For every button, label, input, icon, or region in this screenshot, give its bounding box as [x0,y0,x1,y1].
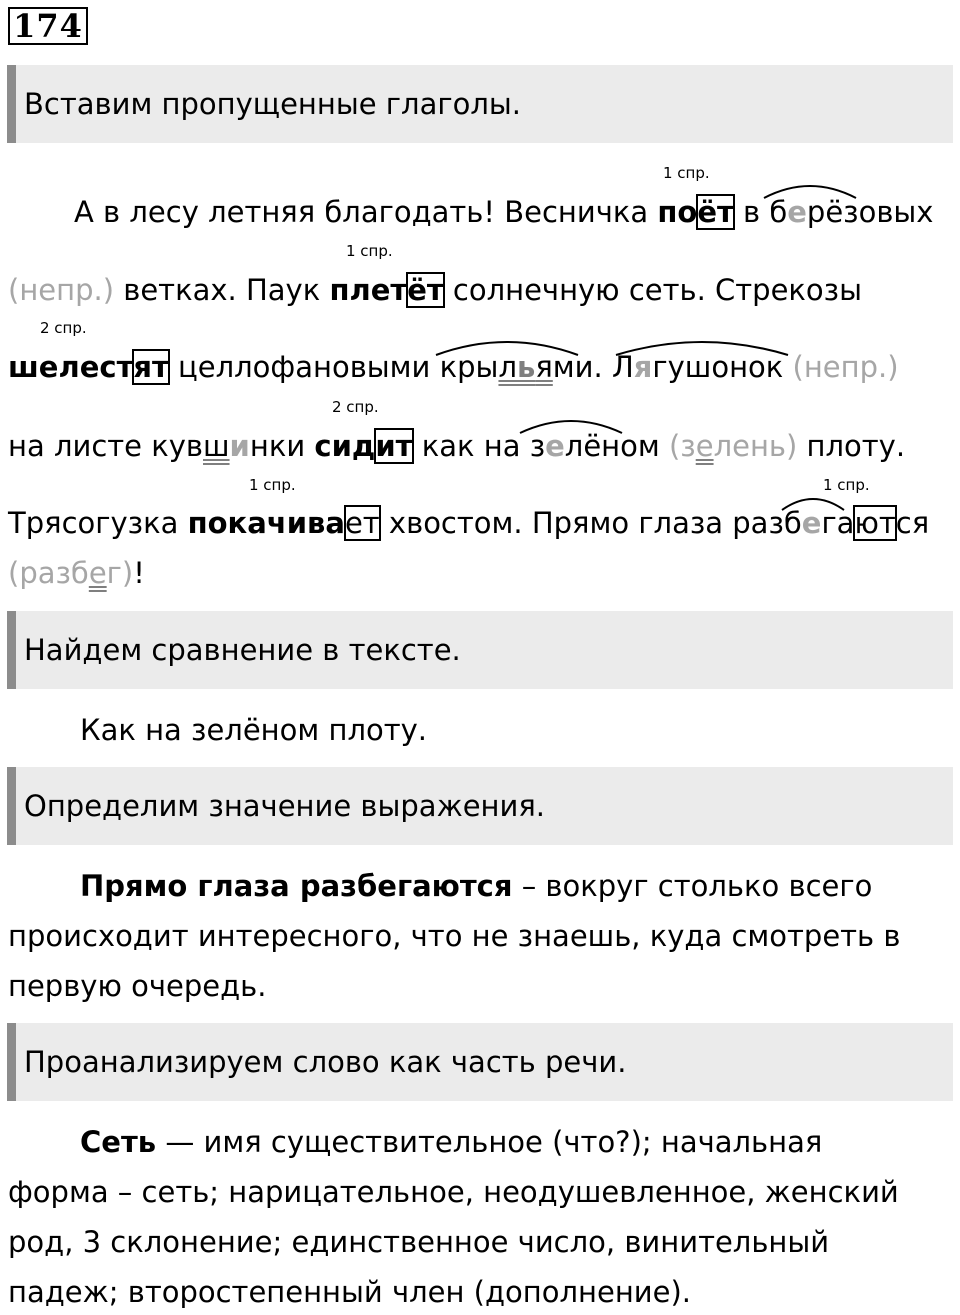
meaning-line-3: первую очередь. [8,969,267,1003]
conjugation-mark: 1 спр. [249,476,296,494]
task-number: 174 [8,7,88,45]
analysis-line-2: форма – сеть; нарицательное, неодушевленное, женский [8,1175,899,1209]
text-line-3: шелестят целлофановыми крыльями. Лягушонок (непр.) [8,350,899,384]
meaning-line-2: происходит интересного, что не знаешь, куда смотреть в [8,919,901,953]
conjugation-mark: 1 спр. [346,242,393,260]
text-line-1: А в лесу летняя благодать! Весничка поёт в берёзовых [74,195,934,229]
comparison-text: Как на зелёном плоту. [80,713,427,747]
conjugation-mark: 1 спр. [663,164,710,182]
text-line-4: на листе кувшинки сидит как на зелёном (зелень) плоту. [8,429,906,463]
text-line-5: Трясогузка покачивает хвостом. Прямо глаза разбегаются [8,506,930,540]
conjugation-mark: 2 спр. [40,319,87,337]
meaning-line-1: Прямо глаза разбегаются – вокруг столько всего [80,869,873,903]
section-heading-insert-verbs: Вставим пропущенные глаголы. [7,65,953,143]
section-heading-find-comparison: Найдем сравнение в тексте. [7,611,953,689]
analysis-line-1: Сеть — имя существительное (что?); начальная [80,1125,823,1159]
analysis-line-4: падеж; второстепенный член (дополнение). [8,1275,692,1309]
non-checkable-mark: (непр.) [792,350,899,384]
text-line-6: (разбег)! [8,556,145,590]
section-heading-meaning: Определим значение выражения. [7,767,953,845]
text-line-2: (непр.) ветках. Паук плетёт солнечную сеть. Стрекозы [8,273,862,307]
section-heading-analysis: Проанализируем слово как часть речи. [7,1023,953,1101]
conjugation-mark: 2 спр. [332,398,379,416]
non-checkable-mark: (непр.) [8,273,115,307]
conjugation-mark: 1 спр. [823,476,870,494]
analysis-line-3: род, 3 склонение; единственное число, винительный [8,1225,830,1259]
